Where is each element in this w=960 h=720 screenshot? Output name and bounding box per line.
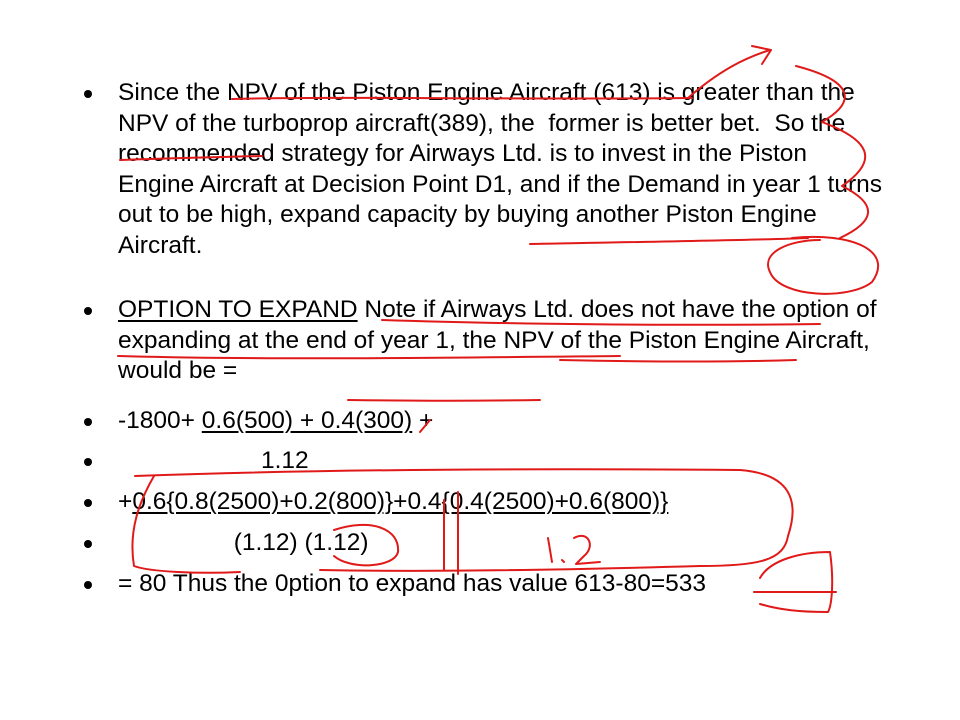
denominator-2: (1.12) (1.12) [118, 529, 369, 556]
bullet-text [118, 446, 888, 477]
eq-suffix: + [412, 407, 434, 434]
bullet-dot [84, 458, 92, 466]
eq2-numerator: 0.6{0.8(2500)+0.2(800)}+0.4{0.4(2500)+0.6(800)} [132, 488, 669, 515]
denominator-1: 1.12 [118, 447, 309, 474]
bullet-dot [84, 418, 92, 426]
conclusion-text: Since the NPV of the Piston Engine Aircraft (613) is greater than the NPV of the turboprop aircraft(389), the former is better bet. So the recommended strategy for Airways Ltd. is to invest in the Piston Engine Aircraft at Decision Point D1, and if the Demand in year 1 turns out to be high, expand capacity by buying another Piston Engine Aircraft. [118, 79, 889, 259]
eq-numerator: 0.6(500) + 0.4(300) [201, 407, 413, 434]
bullet-text [118, 569, 888, 600]
bullet-dot [84, 307, 92, 315]
bullet-dot [84, 581, 92, 589]
bullet-dot [84, 540, 92, 548]
option-text: Note if Airways Ltd. does not have the option of expanding at the end of year 1, the NPV of the Piston Engine Aircraft, would be = [118, 296, 884, 384]
bullet-dot [84, 499, 92, 507]
bullet-dot [84, 90, 92, 98]
eq-prefix: -1800+ [118, 407, 202, 434]
bullet-text [118, 295, 888, 387]
bullet-text [118, 528, 888, 559]
bullet-text [118, 487, 888, 518]
bullet-text [118, 78, 888, 261]
result-text: = 80 Thus the 0ption to expand has value 613-80=533 [118, 570, 707, 597]
pen-stroke-equation-1 [348, 400, 540, 401]
bullet-text [118, 406, 888, 437]
option-heading: OPTION TO EXPAND [118, 296, 358, 323]
eq2-sign: + [118, 488, 133, 515]
